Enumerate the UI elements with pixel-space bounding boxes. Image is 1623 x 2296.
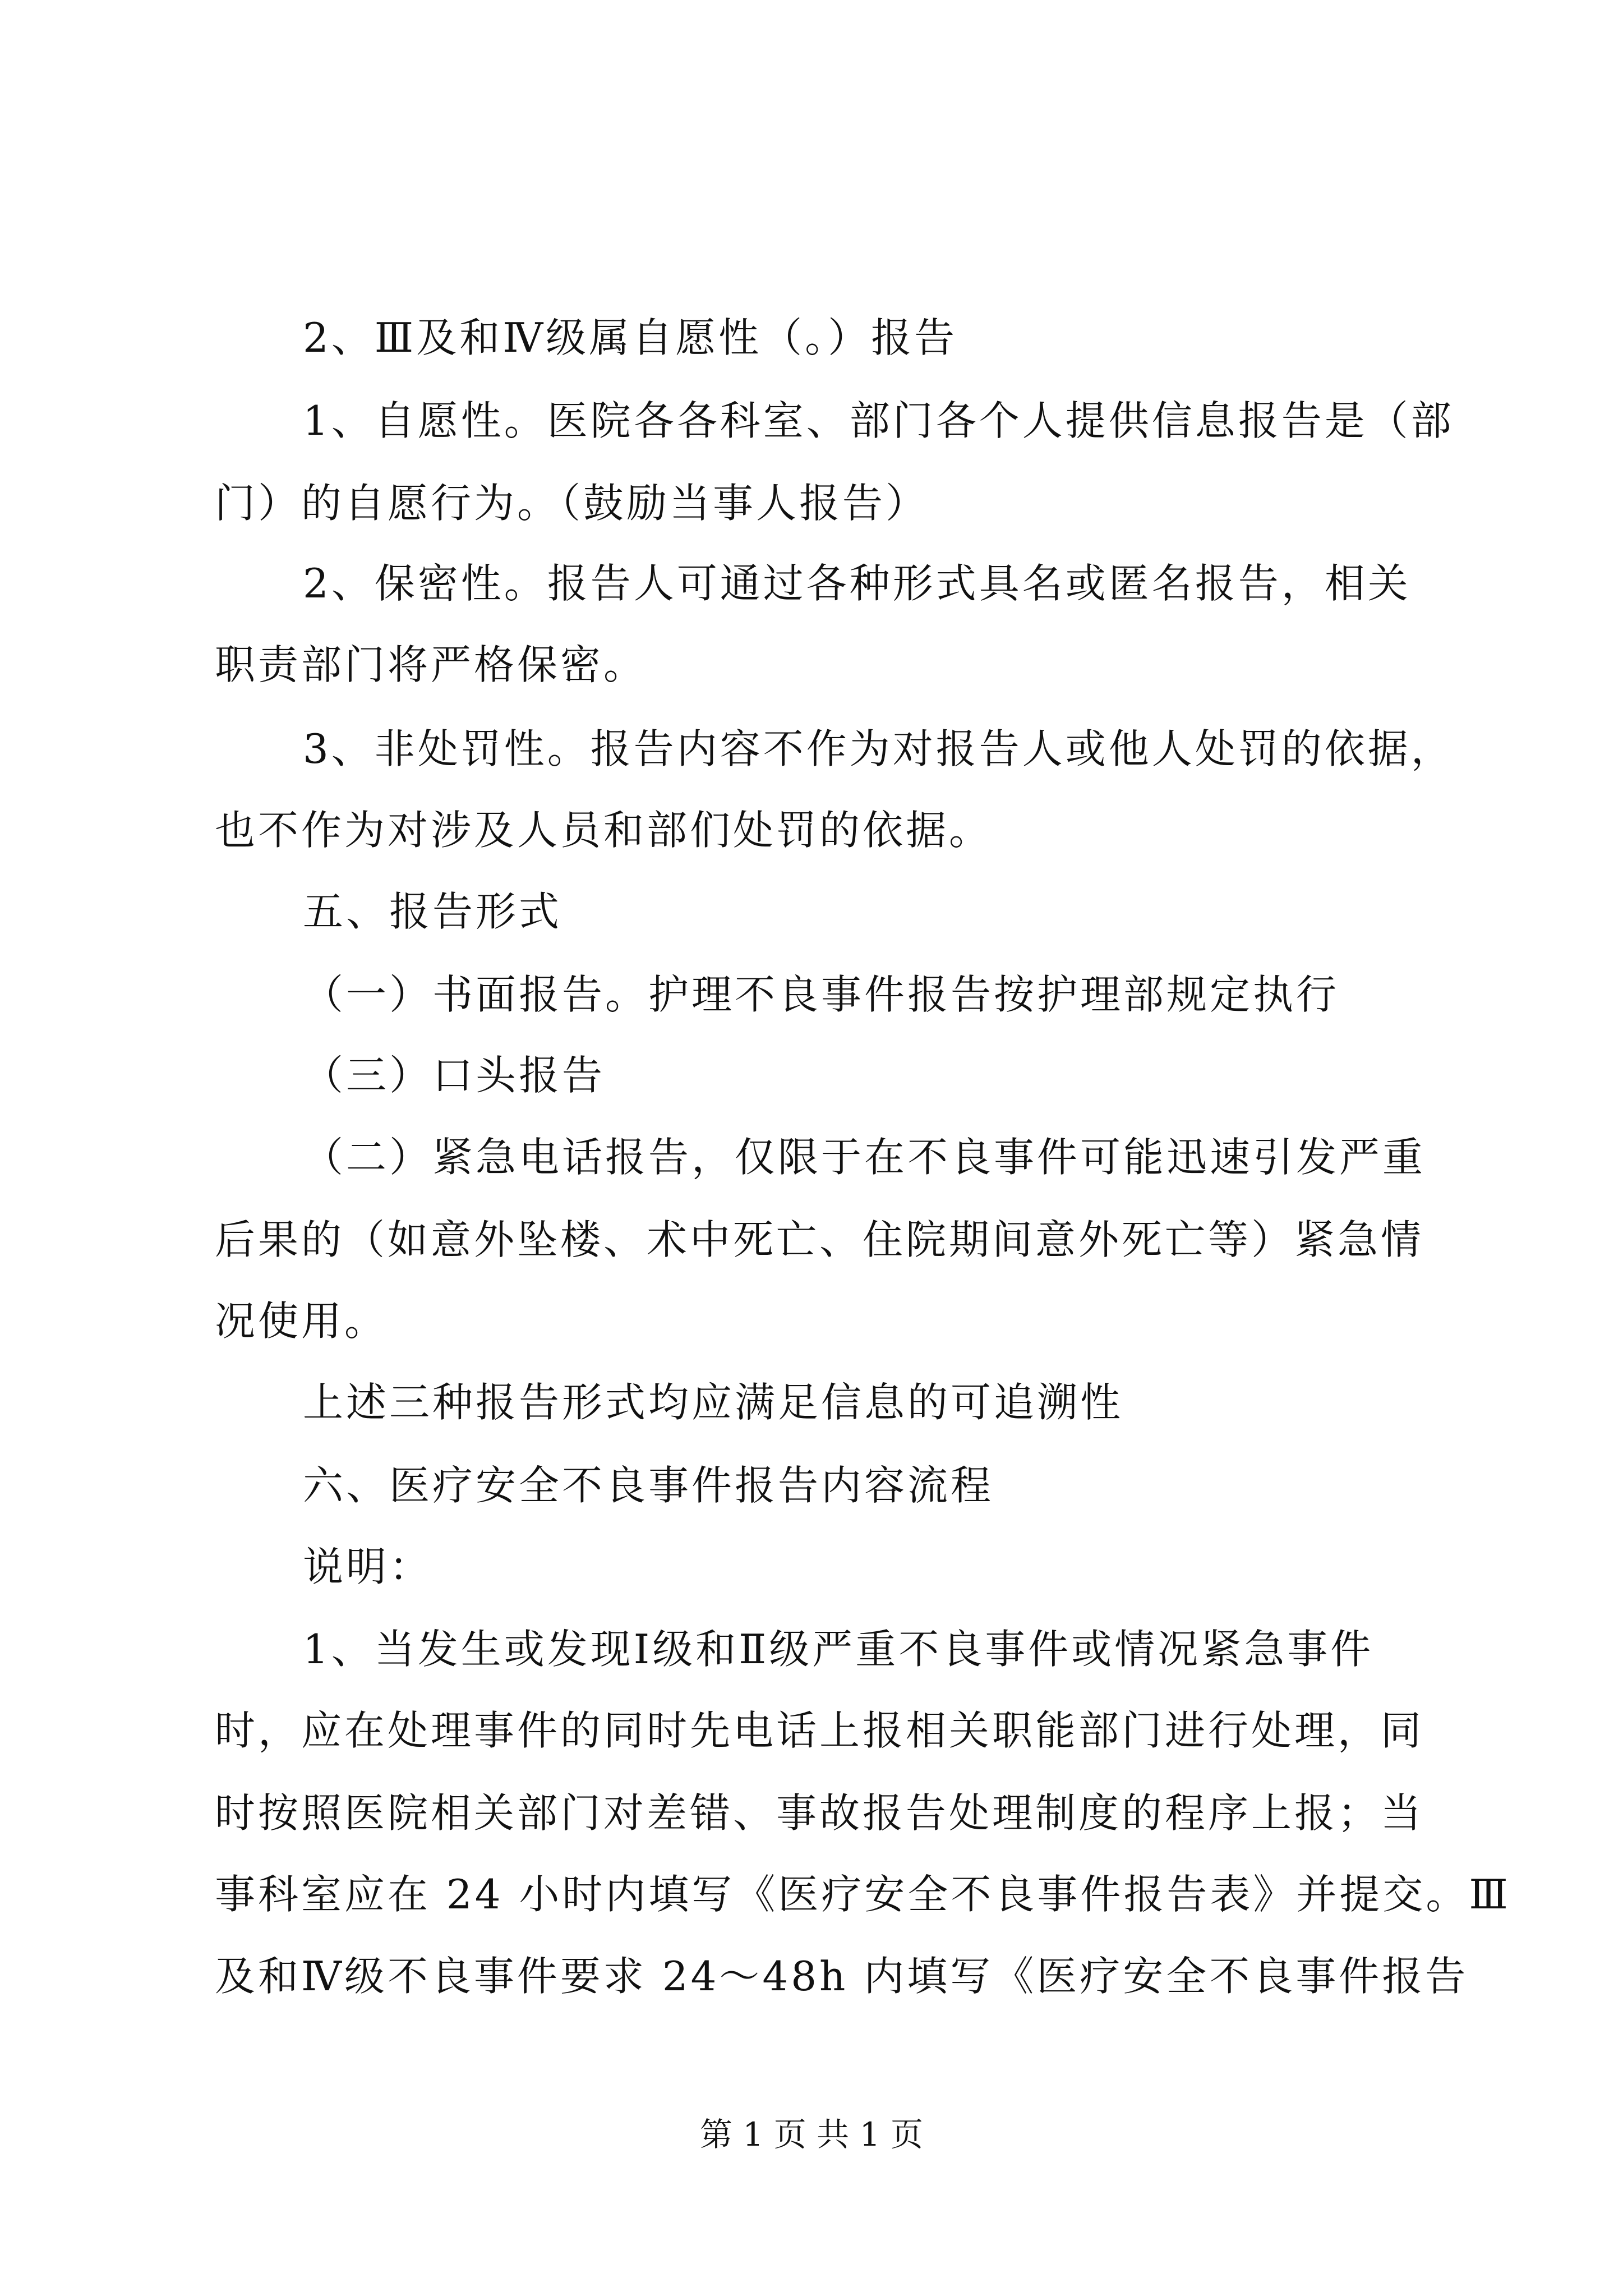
paragraph-line: 1、自愿性。医院各各科室、部门各个人提供信息报告是（部 <box>303 397 1454 444</box>
paragraph-line: 时，应在处理事件的同时先电话上报相关职能部门进行处理，同 <box>215 1707 1424 1754</box>
paragraph-line: 上述三种报告形式均应满足信息的可追溯性 <box>303 1379 1124 1426</box>
paragraph-line: 也不作为对涉及人员和部们处罚的依据。 <box>215 807 993 854</box>
paragraph-line: 后果的（如意外坠楼、术中死亡、住院期间意外死亡等）紧急情 <box>215 1216 1424 1263</box>
paragraph-line: 说明： <box>303 1543 433 1590</box>
paragraph-line: 事科室应在 24 小时内填写《医疗安全不良事件报告表》并提交。Ⅲ <box>215 1871 1511 1918</box>
section-heading: 六、医疗安全不良事件报告内容流程 <box>303 1462 994 1509</box>
paragraph-line: 2、Ⅲ及和Ⅳ级属自愿性（。）报告 <box>303 314 958 361</box>
paragraph-line: 职责部门将严格保密。 <box>215 641 647 688</box>
paragraph-line: 1、当发生或发现Ⅰ级和Ⅱ级严重不良事件或情况紧急事件 <box>303 1626 1374 1673</box>
paragraph-line: 3、非处罚性。报告内容不作为对报告人或他人处罚的依据， <box>303 725 1454 772</box>
paragraph-line: 2、保密性。报告人可通过各种形式具名或匿名报告，相关 <box>303 560 1411 607</box>
paragraph-line: 况使用。 <box>215 1297 388 1345</box>
paragraph-line: 门）的自愿行为。（鼓励当事人报告） <box>215 480 929 527</box>
paragraph-line: 时按照医院相关部门对差错、事故报告处理制度的程序上报；当 <box>215 1789 1424 1837</box>
section-heading: 五、报告形式 <box>303 888 562 935</box>
paragraph-line: （二）紧急电话报告，仅限于在不良事件可能迅速引发严重 <box>303 1134 1426 1181</box>
paragraph-line: （三）口头报告 <box>303 1052 606 1099</box>
page-footer: 第 1 页 共 1 页 <box>700 2115 923 2154</box>
paragraph-line: 及和Ⅳ级不良事件要求 24～48h 内填写《医疗安全不良事件报告 <box>215 1953 1469 2000</box>
paragraph-line: （一）书面报告。护理不良事件报告按护理部规定执行 <box>303 971 1340 1018</box>
